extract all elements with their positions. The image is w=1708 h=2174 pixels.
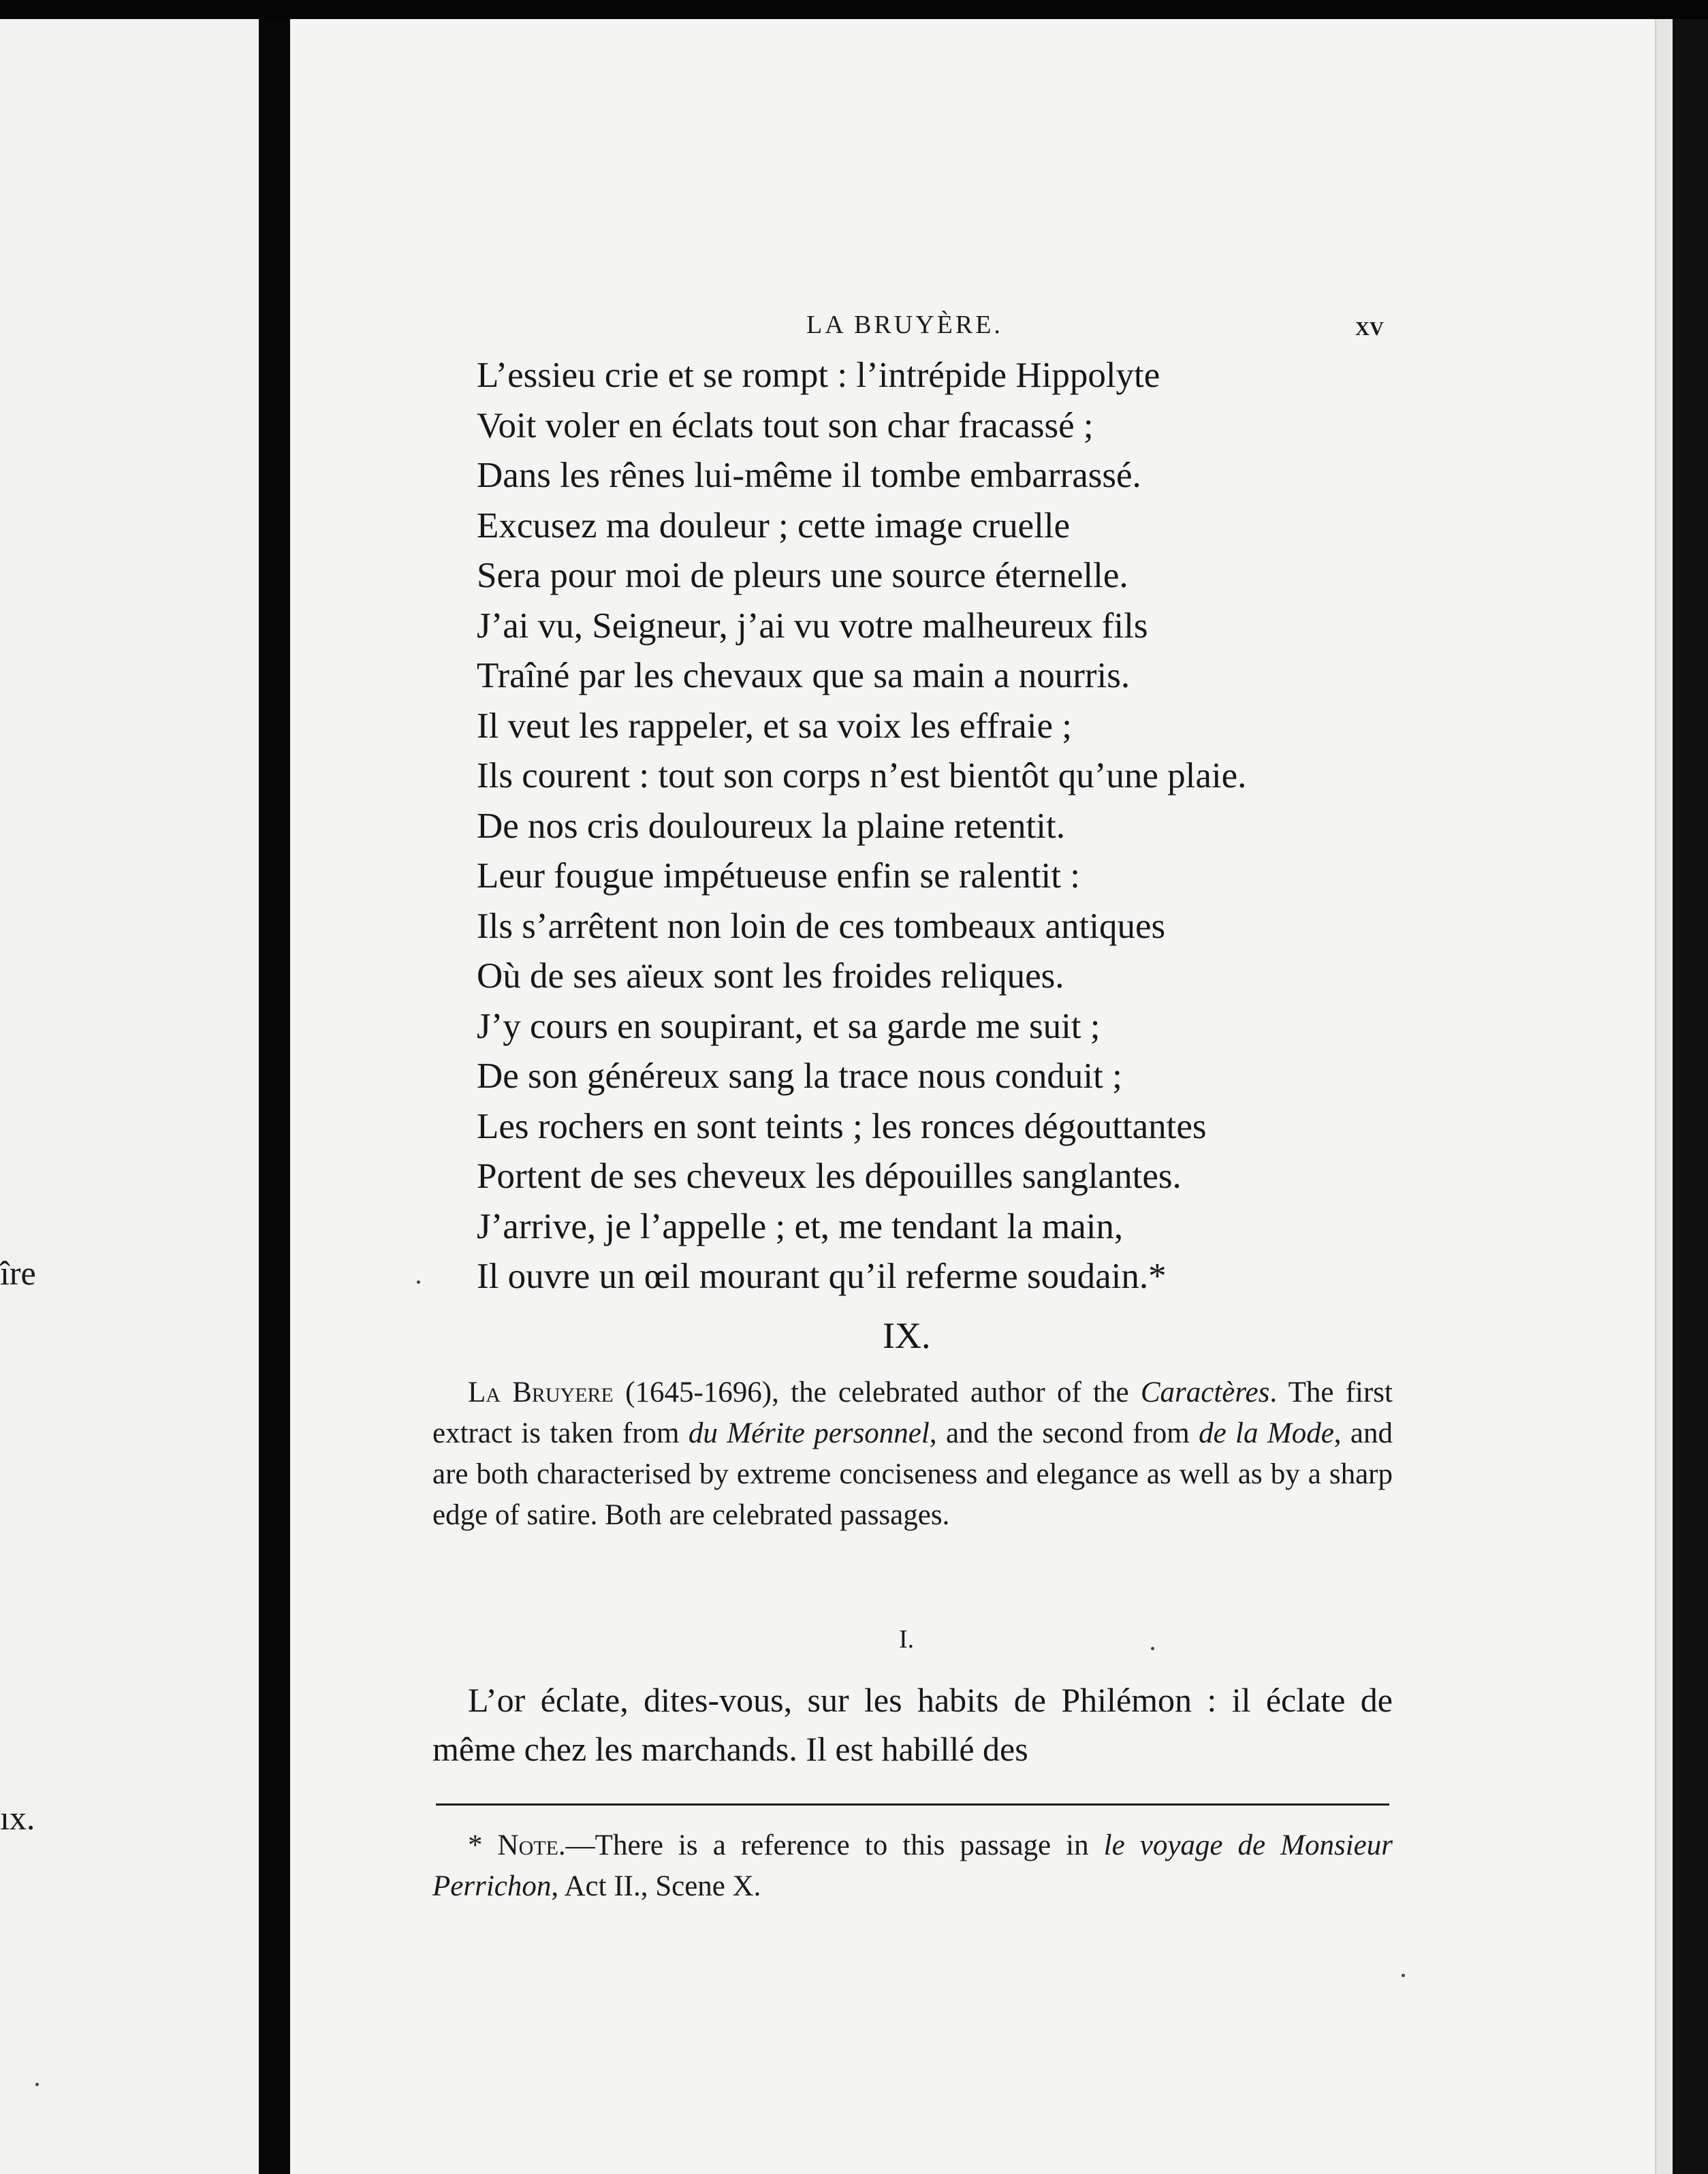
source-title: du Mérite personnel [688, 1417, 930, 1449]
intro-text: , and are both characterised by extreme conciseness and elegance as well as by a sharp edge of satire. Both are celebrated passages. [432, 1417, 1393, 1531]
verse-line: Portent de ses cheveux les dépouilles sanglantes. [477, 1156, 1182, 1196]
verse-line: Excusez ma douleur ; cette image cruelle [477, 505, 1071, 546]
verse-line: J’arrive, je l’appelle ; et, me tendant la main, [477, 1206, 1124, 1246]
verse-line: Ils courent : tout son corps n’est bientôt qu’une plaie. [477, 756, 1247, 795]
left-page-fragment: îre [0, 1254, 36, 1292]
scan-top-border [0, 0, 1708, 19]
verse-line: J’ai vu, Seigneur, j’ai vu votre malheureux fils [477, 605, 1148, 646]
footnote-text: , Act II., Scene X. [551, 1870, 761, 1902]
page-number: xv [1355, 311, 1384, 342]
source-title: de la Mode [1199, 1417, 1334, 1449]
book-gutter [259, 19, 290, 2174]
footnote [432, 1825, 1393, 1907]
prose-paragraph: L’or éclate, dites-vous, sur les habits de Philémon : il éclate de même chez les marchands. Il est habillé des [432, 1681, 1393, 1768]
verse-line: De nos cris douloureux la plaine retentit. [477, 806, 1065, 846]
section-heading: IX. [883, 1315, 931, 1356]
page-edge [1655, 19, 1674, 2174]
footnote-title: le voyage de Monsieur Perrichon [432, 1829, 1393, 1902]
verse-line: Sera pour moi de pleurs une source éternelle. [477, 556, 1128, 595]
verse-line: De son généreux sang la trace nous conduit ; [477, 1056, 1122, 1096]
verse-line: Il veut les rappeler, et sa voix les effraie ; [477, 706, 1072, 746]
verse-line: Dans les rênes lui-même il tombe embarrassé. [477, 456, 1141, 495]
intro-text: , and the second from [929, 1417, 1199, 1449]
verse-line: Les rochers en sont teints ; les ronces dégouttantes [477, 1106, 1207, 1146]
verse-passage [477, 351, 1246, 1302]
ink-speck [35, 2083, 39, 2086]
footnote-divider [436, 1803, 1389, 1806]
verse-line: Leur fougue impétueuse enfin se ralentit : [477, 856, 1080, 896]
verse-line: Ils s’arrêtent non loin de ces tombeaux antiques [477, 906, 1166, 946]
scan-right-border [1673, 19, 1708, 2174]
footnote-text: —There is a reference to this passage in [565, 1829, 1104, 1861]
ink-speck [1151, 1647, 1154, 1650]
ink-speck [1402, 1974, 1405, 1977]
verse-line: Il ouvre un œil mourant qu’il referme soudain.* [477, 1257, 1167, 1296]
work-title: Caractères [1140, 1376, 1270, 1408]
verse-line: Voit voler en éclats tout son char fracassé ; [477, 405, 1094, 445]
verse-line: L’essieu crie et se rompt : l’intrépide Hippolyte [477, 356, 1160, 395]
section-intro-paragraph [432, 1372, 1393, 1536]
ink-speck [417, 1280, 420, 1284]
subsection-heading: I. [899, 1625, 915, 1654]
left-page [0, 19, 259, 2174]
intro-text: (1645-1696), the celebrated author of the [613, 1376, 1141, 1408]
left-page-fragment: ıx. [0, 1799, 35, 1837]
running-head: LA BRUYÈRE. [806, 311, 1003, 339]
intro-text: . The first extract is taken from [432, 1376, 1393, 1449]
author-name: La Bruyere [468, 1376, 614, 1408]
verse-line: J’y cours en soupirant, et sa garde me suit ; [477, 1006, 1101, 1046]
verse-line: Où de ses aïeux sont les froides reliques. [477, 956, 1064, 996]
verse-line: Traîné par les chevaux que sa main a nourris. [477, 656, 1130, 695]
footnote-label: * Note. [468, 1829, 566, 1861]
